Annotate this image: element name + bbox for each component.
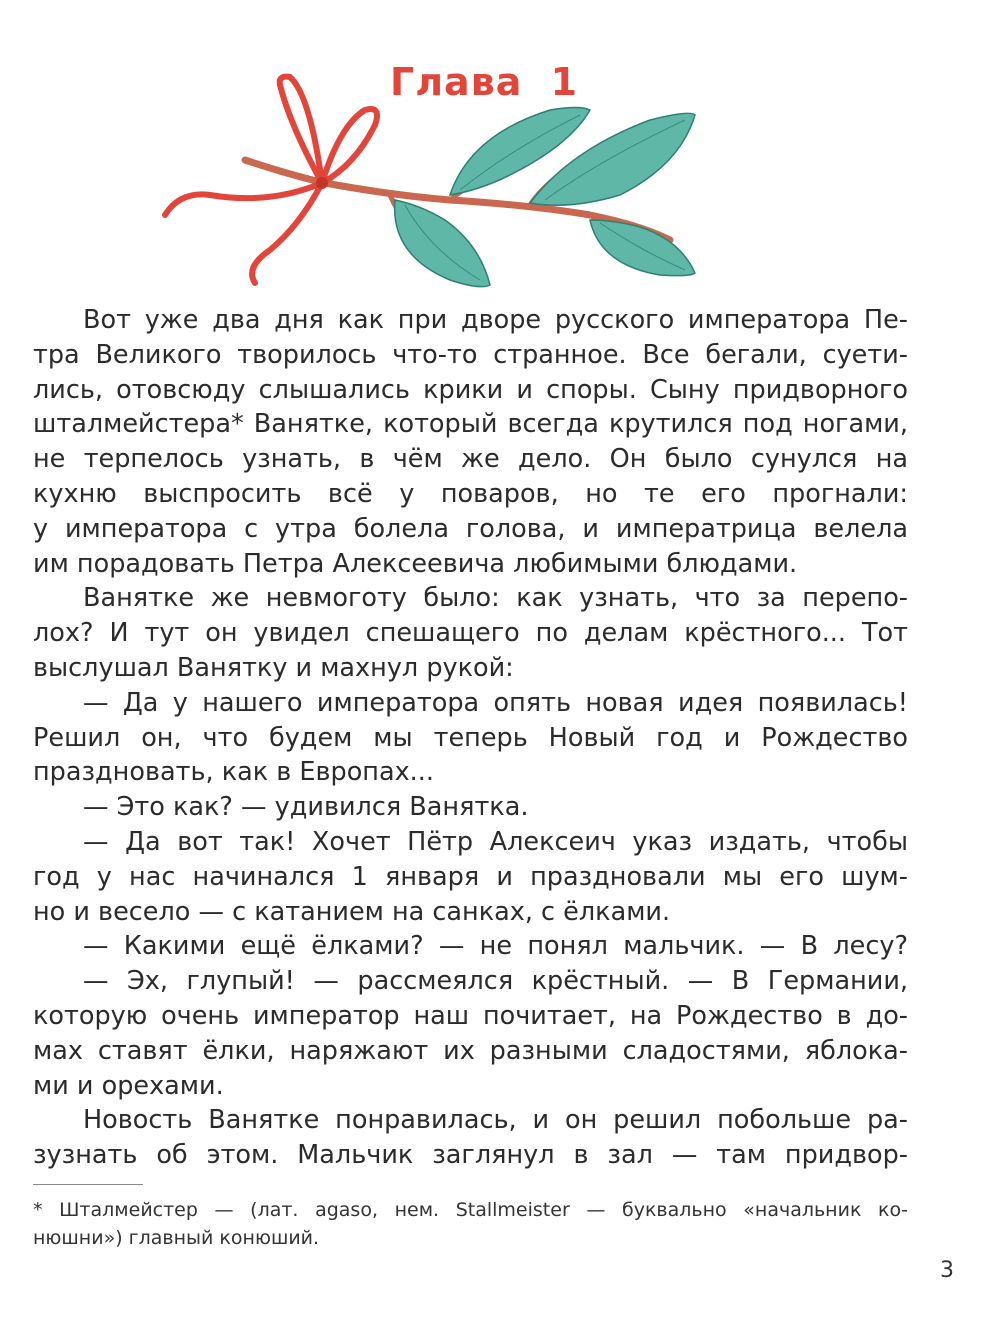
page-number: 3 <box>940 1258 954 1283</box>
body-line: Вот уже два дня как при дворе русского императора Пе- <box>83 305 908 335</box>
body-line: выслушал Ванятку и махнул рукой: <box>33 652 514 683</box>
body-line: шталмейстера* Ванятке, который всегда крутился под ногами, <box>33 409 908 440</box>
body-line: кухню выспросить всё у поваров, но те его прогнали: <box>33 478 908 509</box>
body-line: у императора с утра болела голова, и императрица велела <box>33 513 908 544</box>
body-line: не терпелось узнать, в чём же дело. Он было сунулся на <box>33 444 908 475</box>
chapter-body <box>33 303 908 1173</box>
body-line: год у нас начинался 1 января и праздновали мы его шум- <box>33 861 908 892</box>
body-line: — Какими ещё ёлками? — не понял мальчик. — В лесу? <box>83 931 908 962</box>
body-line: но и весело — с катанием на санках, с ёлками. <box>33 896 671 927</box>
body-line: которую очень император наш почитает, на Рождество в до- <box>33 1000 908 1031</box>
body-line: праздновать, как в Европах... <box>33 757 435 788</box>
body-line: лох? И тут он увидел спешащего по делам крёстного... Тот <box>33 618 908 649</box>
body-line: ми и орехами. <box>33 1070 224 1101</box>
body-line: Решил он, что будем мы теперь Новый год и Рождество <box>33 722 908 753</box>
chapter-title: Глава 1 <box>390 60 579 104</box>
body-line: тра Великого творилось что-то странное. Все бегали, суети- <box>33 339 908 370</box>
body-line: мах ставят ёлки, наряжают их разными сладостями, яблока- <box>33 1035 908 1066</box>
body-line: — Эх, глупый! — рассмеялся крёстный. — В Германии, <box>83 966 908 997</box>
body-line: зузнать об этом. Мальчик заглянул в зал — там придвор- <box>33 1140 908 1171</box>
body-line: лись, отовсюду слышались крики и споры. Сыну придворного <box>33 374 908 405</box>
body-line: Ванятке же невмоготу было: как узнать, что за перепо- <box>83 583 908 614</box>
footnote-divider <box>33 1184 143 1185</box>
footnote-line: нюшни») главный конюший. <box>33 1227 320 1249</box>
body-line: — Да у нашего императора опять новая идея появилась! <box>83 687 908 718</box>
body-line: Новость Ванятке понравилась, и он решил побольше ра- <box>83 1105 908 1136</box>
footnote <box>33 1196 908 1252</box>
body-line: им порадовать Петра Алексеевича любимыми блюдами. <box>33 548 798 579</box>
footnote-line: * Шталмейстер — (лат. agaso, нем. Stallmeister — буквально «начальник ко- <box>33 1199 908 1221</box>
body-line: — Да вот так! Хочет Пётр Алексеич указ издать, чтобы <box>83 826 908 857</box>
body-line: — Это как? — удивился Ванятка. <box>83 792 529 823</box>
